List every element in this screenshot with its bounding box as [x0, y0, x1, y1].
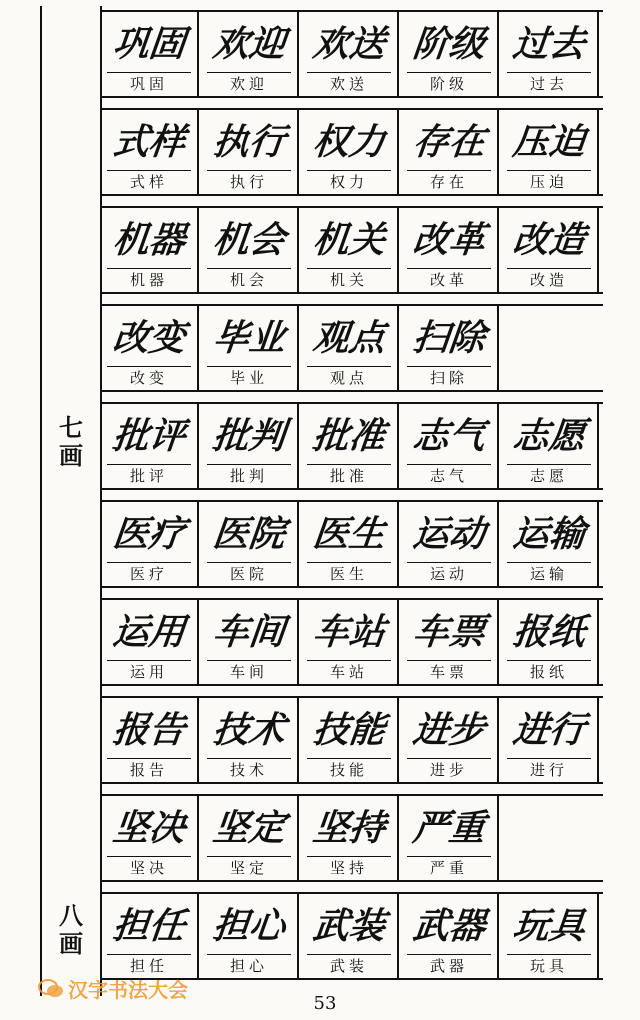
print-word-caption: 阶级 [407, 72, 491, 95]
handwritten-word: 运动 [410, 513, 488, 555]
print-word-caption: 医生 [307, 562, 391, 585]
print-word-caption: 技术 [207, 758, 291, 781]
handwritten-word: 巩固 [110, 23, 188, 65]
handwritten-word: 车站 [310, 611, 388, 653]
handwritten-word: 式样 [110, 121, 188, 163]
handwritten-word: 坚持 [310, 807, 388, 849]
handwritten-word: 志气 [410, 415, 488, 457]
handwritten-word: 进行 [510, 709, 588, 751]
handwritten-word: 担心 [210, 905, 288, 947]
section-label-8-strokes [44, 902, 98, 958]
word-cell [301, 306, 399, 390]
section-label-char: 画 [59, 930, 83, 958]
handwritten-word: 车票 [410, 611, 488, 653]
print-word-caption: 进步 [407, 758, 491, 781]
handwritten-word: 技术 [210, 709, 288, 751]
word-cell [301, 894, 399, 978]
word-cell [301, 110, 399, 194]
word-cell [501, 404, 599, 488]
word-cell [201, 110, 299, 194]
handwritten-word: 医院 [210, 513, 288, 555]
print-word-caption: 扫除 [407, 366, 491, 389]
print-word-caption: 权力 [307, 170, 391, 193]
print-word-caption: 坚持 [307, 856, 391, 879]
handwritten-word: 机会 [210, 219, 288, 261]
word-cell [301, 502, 399, 586]
word-cell [401, 796, 499, 880]
handwritten-word: 欢送 [310, 23, 388, 65]
handwritten-word: 武器 [410, 905, 488, 947]
word-cell [101, 110, 199, 194]
print-word-caption: 医院 [207, 562, 291, 585]
handwritten-word: 坚决 [110, 807, 188, 849]
word-cell [401, 894, 499, 978]
handwritten-word: 玩具 [510, 905, 588, 947]
word-cell [501, 208, 599, 292]
handwritten-word: 严重 [410, 807, 488, 849]
word-row [101, 892, 603, 980]
word-cell [101, 208, 199, 292]
section-label-7-strokes [44, 414, 98, 470]
word-cell [301, 600, 399, 684]
word-row [101, 598, 603, 686]
word-row [101, 794, 603, 882]
handwritten-word: 报纸 [510, 611, 588, 653]
word-cell [301, 698, 399, 782]
handwritten-word: 报告 [110, 709, 188, 751]
word-row [101, 10, 603, 98]
print-word-caption: 毕业 [207, 366, 291, 389]
word-cell [201, 404, 299, 488]
word-cell [501, 698, 599, 782]
handwritten-word: 机器 [110, 219, 188, 261]
print-word-caption: 担任 [107, 954, 191, 977]
print-word-caption: 机会 [207, 268, 291, 291]
print-word-caption: 改变 [107, 366, 191, 389]
handwritten-word: 改革 [410, 219, 488, 261]
word-cell [201, 306, 299, 390]
word-cell [401, 600, 499, 684]
handwritten-word: 医疗 [110, 513, 188, 555]
word-row [101, 108, 603, 196]
print-word-caption: 报告 [107, 758, 191, 781]
word-cell [201, 502, 299, 586]
word-cell [501, 894, 599, 978]
print-word-caption: 坚定 [207, 856, 291, 879]
handwritten-word: 改变 [110, 317, 188, 359]
handwritten-word: 执行 [210, 121, 288, 163]
word-cell [401, 404, 499, 488]
section-label-char: 画 [59, 442, 83, 470]
word-cell [401, 698, 499, 782]
handwritten-word: 毕业 [210, 317, 288, 359]
handwritten-word: 医生 [310, 513, 388, 555]
print-word-caption: 执行 [207, 170, 291, 193]
print-word-caption: 改造 [507, 268, 591, 291]
handwritten-word: 批判 [210, 415, 288, 457]
handwritten-word: 坚定 [210, 807, 288, 849]
word-row [101, 402, 603, 490]
outer-margin-line [40, 6, 42, 996]
handwritten-word: 技能 [310, 709, 388, 751]
word-cell [101, 404, 199, 488]
chat-bubble-icon [38, 978, 64, 1000]
word-cell [101, 502, 199, 586]
word-cell [101, 796, 199, 880]
section-label-char: 八 [59, 902, 83, 930]
print-word-caption: 机关 [307, 268, 391, 291]
print-word-caption: 武器 [407, 954, 491, 977]
handwritten-word: 批评 [110, 415, 188, 457]
handwritten-word: 机关 [310, 219, 388, 261]
word-cell [301, 12, 399, 96]
word-cell [501, 600, 599, 684]
print-word-caption: 存在 [407, 170, 491, 193]
print-word-caption: 欢送 [307, 72, 391, 95]
word-cell [201, 796, 299, 880]
handwritten-word: 运输 [510, 513, 588, 555]
print-word-caption: 巩固 [107, 72, 191, 95]
word-cell [501, 110, 599, 194]
word-row [101, 500, 603, 588]
word-cell [101, 894, 199, 978]
watermark [38, 974, 188, 1003]
print-word-caption: 志气 [407, 464, 491, 487]
print-word-caption: 运用 [107, 660, 191, 683]
print-word-caption: 式样 [107, 170, 191, 193]
word-cell [301, 796, 399, 880]
word-row [101, 696, 603, 784]
word-row [101, 304, 603, 392]
word-cell [101, 698, 199, 782]
handwritten-word: 志愿 [510, 415, 588, 457]
word-cell [401, 110, 499, 194]
word-cell [201, 12, 299, 96]
print-word-caption: 报纸 [507, 660, 591, 683]
word-cell [401, 306, 499, 390]
print-word-caption: 车票 [407, 660, 491, 683]
print-word-caption: 武装 [307, 954, 391, 977]
handwritten-word: 批准 [310, 415, 388, 457]
print-word-caption: 车站 [307, 660, 391, 683]
handwritten-word: 阶级 [410, 23, 488, 65]
page-number: 53 [313, 993, 337, 1014]
print-word-caption: 观点 [307, 366, 391, 389]
handwritten-word: 权力 [310, 121, 388, 163]
word-cell [501, 502, 599, 586]
print-word-caption: 运输 [507, 562, 591, 585]
watermark-text: 汉字书法大会 [68, 978, 188, 1002]
print-word-caption: 批准 [307, 464, 391, 487]
handwritten-word: 车间 [210, 611, 288, 653]
print-word-caption: 改革 [407, 268, 491, 291]
handwritten-word: 进步 [410, 709, 488, 751]
handwritten-word: 过去 [510, 23, 588, 65]
handwritten-word: 欢迎 [210, 23, 288, 65]
word-cell [201, 600, 299, 684]
print-word-caption: 压迫 [507, 170, 591, 193]
word-cell [401, 208, 499, 292]
section-label-char: 七 [59, 414, 83, 442]
print-word-caption: 坚决 [107, 856, 191, 879]
print-word-caption: 欢迎 [207, 72, 291, 95]
print-word-caption: 技能 [307, 758, 391, 781]
print-word-caption: 批评 [107, 464, 191, 487]
word-cell [101, 12, 199, 96]
word-cell [101, 600, 199, 684]
handwritten-word: 担任 [110, 905, 188, 947]
print-word-caption: 运动 [407, 562, 491, 585]
print-word-caption: 过去 [507, 72, 591, 95]
print-word-caption: 担心 [207, 954, 291, 977]
print-word-caption: 进行 [507, 758, 591, 781]
word-cell [301, 404, 399, 488]
word-cell [201, 698, 299, 782]
handwritten-word: 运用 [110, 611, 188, 653]
print-word-caption: 玩具 [507, 954, 591, 977]
handwritten-word: 存在 [410, 121, 488, 163]
handwritten-word: 压迫 [510, 121, 588, 163]
handwritten-word: 武装 [310, 905, 388, 947]
handwritten-word: 观点 [310, 317, 388, 359]
print-word-caption: 机器 [107, 268, 191, 291]
handwritten-word: 改造 [510, 219, 588, 261]
print-word-caption: 医疗 [107, 562, 191, 585]
word-cell [201, 208, 299, 292]
word-row [101, 206, 603, 294]
print-word-caption: 车间 [207, 660, 291, 683]
empty-cell [501, 306, 599, 390]
handwritten-word: 扫除 [410, 317, 488, 359]
word-cell [401, 12, 499, 96]
print-word-caption: 志愿 [507, 464, 591, 487]
empty-cell [501, 796, 599, 880]
word-cell [401, 502, 499, 586]
print-word-caption: 批判 [207, 464, 291, 487]
word-cell [201, 894, 299, 978]
word-cell [101, 306, 199, 390]
word-cell [501, 12, 599, 96]
print-word-caption: 严重 [407, 856, 491, 879]
word-cell [301, 208, 399, 292]
